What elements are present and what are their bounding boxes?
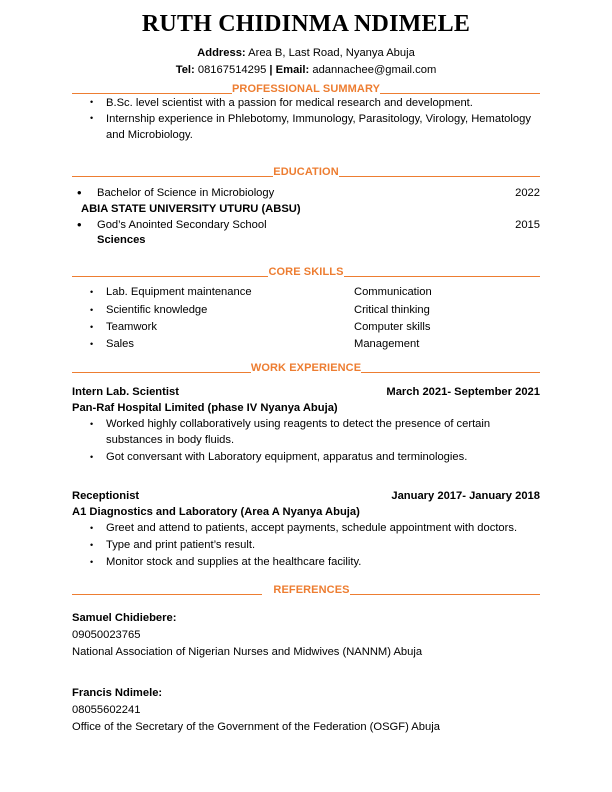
education-institution: ABIA STATE UNIVERSITY UTURU (ABSU) xyxy=(81,202,301,215)
section-title: EDUCATION xyxy=(273,165,339,178)
list-item: • B.Sc. level scientist with a passion for medical research and development. xyxy=(72,96,540,112)
education-year: 2015 xyxy=(515,218,540,231)
reference-phone: 08055602241 xyxy=(72,704,141,717)
divider-rule-right xyxy=(339,176,540,177)
divider-rule-right xyxy=(350,594,540,595)
divider-rule-left xyxy=(72,276,268,277)
skill-right: Critical thinking xyxy=(354,303,430,316)
job-header xyxy=(72,384,540,400)
job-duties-list xyxy=(72,417,540,466)
skill-left: • Lab. Equipment maintenance xyxy=(72,284,354,301)
reference-name: Samuel Chidiebere: xyxy=(72,612,177,625)
divider-rule-left xyxy=(72,176,273,177)
education-entry xyxy=(72,218,540,234)
education-entry xyxy=(72,186,540,202)
job-duties-list xyxy=(72,521,540,571)
skills-row xyxy=(72,284,540,301)
job-header xyxy=(72,488,540,504)
list-item: • Worked highly collaboratively using reagents to detect the presence of certain substances in body fluids. xyxy=(72,417,540,449)
divider-rule-left xyxy=(72,594,262,595)
reference-name: Francis Ndimele: xyxy=(72,687,163,700)
section-header-work-experience xyxy=(72,358,540,375)
divider-rule-left xyxy=(72,93,232,94)
list-item: • Got conversant with Laboratory equipment, apparatus and terminologies. xyxy=(72,450,540,466)
contact-address-line xyxy=(72,45,540,62)
email-label: Email: xyxy=(275,64,310,77)
job-dates: January 2017- January 2018 xyxy=(391,489,540,502)
divider-rule-left xyxy=(72,372,251,373)
skill-left: • Teamwork xyxy=(72,319,354,336)
reference-phone: 09050023765 xyxy=(72,629,141,642)
job-title: Intern Lab. Scientist xyxy=(72,385,179,398)
list-item: • Internship experience in Phlebotomy, Immunology, Parasitology, Virology, Hematology and Microbiology. xyxy=(72,112,540,144)
list-item xyxy=(72,186,540,202)
divider-rule-right xyxy=(344,276,540,277)
skill-left: • Scientific knowledge xyxy=(72,302,354,319)
list-item: • Type and print patient’s result. xyxy=(72,538,540,554)
skills-row xyxy=(72,319,540,336)
divider-rule-right xyxy=(361,372,540,373)
education-row xyxy=(97,186,540,202)
job-title: Receptionist xyxy=(72,489,140,502)
professional-summary-list xyxy=(72,96,540,144)
section-header-references xyxy=(72,580,540,597)
skill-right: Computer skills xyxy=(354,321,431,334)
tel-value: 08167514295 xyxy=(194,64,270,77)
email-value: adannachee@gmail.com xyxy=(309,64,437,77)
divider-rule-right xyxy=(380,93,540,94)
section-header-education xyxy=(72,162,540,179)
reference-affiliation: Office of the Secretary of the Government of the Federation (OSGF) Abuja xyxy=(72,721,440,734)
skill-left: • Sales xyxy=(72,336,354,353)
education-list xyxy=(72,186,540,250)
section-header-core-skills xyxy=(72,262,540,279)
references-list xyxy=(72,610,540,736)
list-item: • Monitor stock and supplies at the healthcare facility. xyxy=(72,555,540,571)
contact-tel-email-line xyxy=(72,62,540,79)
skills-row xyxy=(72,336,540,353)
skill-right: Management xyxy=(354,338,420,351)
reference-entry xyxy=(72,685,540,736)
section-title: WORK EXPERIENCE xyxy=(250,361,362,374)
job-organization: A1 Diagnostics and Laboratory (Area A Nyanya Abuja) xyxy=(72,506,360,519)
reference-entry xyxy=(72,610,540,661)
list-item xyxy=(72,218,540,234)
address-value: Area B, Last Road, Nyanya Abuja xyxy=(245,47,415,60)
reference-affiliation: National Association of Nigerian Nurses and Midwives (NANNM) Abuja xyxy=(72,646,423,659)
education-institution: Sciences xyxy=(97,234,146,247)
education-year: 2022 xyxy=(515,186,540,199)
list-item: • Greet and attend to patients, accept payments, schedule appointment with doctors. xyxy=(72,521,540,537)
experience-entry xyxy=(72,384,540,466)
section-title: REFERENCES xyxy=(273,584,350,597)
address-label: Address: xyxy=(197,47,246,60)
skills-row xyxy=(72,302,540,319)
education-degree: • God’s Anointed Secondary School xyxy=(97,218,267,231)
section-title: CORE SKILLS xyxy=(268,266,344,279)
tel-label: Tel: xyxy=(175,64,195,77)
education-row xyxy=(97,218,540,234)
page-title: RUTH CHIDINMA NDIMELE xyxy=(141,11,471,37)
section-header-professional-summary xyxy=(72,79,540,96)
education-degree: • Bachelor of Science in Microbiology xyxy=(97,186,275,199)
job-dates: March 2021- September 2021 xyxy=(386,385,540,398)
experience-entry xyxy=(72,488,540,571)
core-skills-list xyxy=(72,284,540,353)
section-title: PROFESSIONAL SUMMARY xyxy=(231,82,381,95)
contact-separator: | xyxy=(269,64,273,77)
job-organization: Pan-Raf Hospital Limited (phase IV Nyanya Abuja) xyxy=(72,402,338,414)
skill-right: Communication xyxy=(354,286,432,299)
